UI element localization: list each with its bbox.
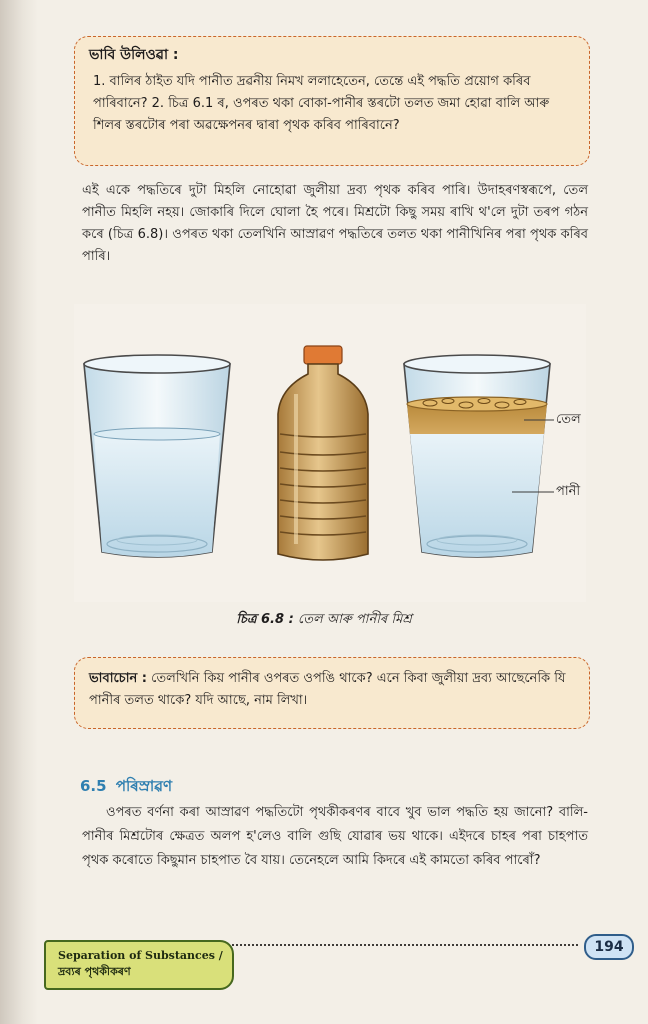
chapter-tab-assamese: দ্ৰব্যৰ পৃথকীকৰণ [58,965,131,978]
glass-oil-water-icon [404,355,550,557]
discuss-box-text: তেলখিনি কিয় পানীৰ ওপৰত ওপঙি থাকে? এনে কিবা জুলীয়া দ্ৰব্য আছেনেকি যি পানীৰ তলত থাকে? যদি আছে, নাম লিখা। [89,671,566,708]
think-box-text: 1. বালিৰ ঠাইত যদি পানীত দ্ৰৱনীয় নিমখ ললাহেতেন, তেন্তে এই পদ্ধতি প্ৰয়োগ কৰিব পাৰিবানে? 2. চিত্ৰ 6.1 ৰ, ওপৰত থকা বোকা-পানীৰ স্তৰটো তলত জমা হোৱা বালি আৰু শিলৰ স্তৰটোৰ পৰা অৱক্ষেপনৰ দ্বাৰা পৃথক কৰিব পাৰিবানে? [93,74,550,133]
caption-text: তেল আৰু পানীৰ মিশ্ৰ [297,612,412,627]
footer-dotted-rule [228,944,578,946]
think-box [74,36,590,166]
oil-water-illustration [74,304,586,602]
section-title: পৰিস্ৰাৱণ [115,777,173,795]
section-heading [80,775,172,800]
figure-6-8 [74,304,586,602]
figure-caption [0,610,648,631]
glass-water-icon [84,355,230,557]
label-water: পানী [556,484,581,499]
intro-paragraph: এই একে পদ্ধতিৰে দুটা মিহলি নোহোৱা জুলীয়া দ্ৰব্য পৃথক কৰিব পাৰি। উদাহৰণস্বৰূপে, তেল পানীত মিহলি নহয়। জোকাৰি দিলে ঘোলা হৈ পৰে। মিশ্ৰটো কিছু সময় ৰাখি থ'লে দুটা তৰপ গঠন কৰে (চিত্ৰ 6.8)। ওপৰত থকা তেলখিনি আস্ৰাৱণ পদ্ধতিৰে তলত থকা পানীখিনিৰ পৰা পৃথক কৰিব পাৰি। [82,183,588,264]
chapter-tab [44,940,234,990]
chapter-tab-english: Separation of Substances / [58,949,223,962]
label-oil: তেল [556,412,581,427]
page-binding-shadow [0,0,38,1024]
section-number: 6.5 [80,777,107,795]
discuss-box [74,657,590,729]
discuss-box-lead: ভাবাচোন : [89,671,147,686]
section-paragraph: ওপৰত বৰ্ণনা কৰা আস্ৰাৱণ পদ্ধতিটো পৃথকীকৰণৰ বাবে খুব ভাল পদ্ধতি হয় জানো? বালি-পানীৰ মিশ্ৰটোৰ ক্ষেত্ৰত অলপ হ'লেও বালি গুছি যোৱাৰ ভয় থাকে। এইদৰে চাহৰ পৰা চাহপাত পৃথক কৰোতে কিছুমান চাহপাত বৈ যায়। তেনেহলে আমি কিদৰে এই কামতো কৰিব পাৰোঁ? [82,805,588,868]
oil-bottle-icon [278,346,368,560]
think-box-heading: ভাবি উলিওৱা : [89,47,179,63]
caption-number: চিত্ৰ 6.8 : [236,612,294,627]
page-number: 194 [584,934,634,960]
